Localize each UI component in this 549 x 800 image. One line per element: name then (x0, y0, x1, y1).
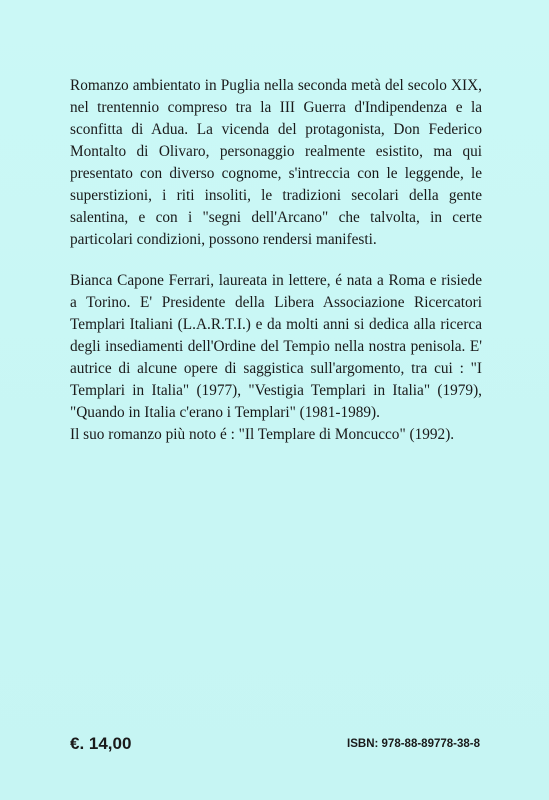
isbn-label: ISBN: 978-88-89778-38-8 (347, 738, 480, 750)
author-bio-paragraph: Bianca Capone Ferrari, laureata in lettere, é nata a Roma e risiede a Torino. E' Presidente della Libera Associazione Ricercatori Templari Italiani (L.A.R.T.I.) e da molti anni si dedica alla ricerca degli insediamenti dell'Ordine del Tempio nella nostra penisola. E' autrice di alcune opere di saggistica sull'argomento, tra cui : "I Templari in Italia" (1977), "Vestigia Templari in Italia" (1979), "Quando in Italia c'erano i Templari" (1981-1989). (70, 272, 482, 421)
synopsis-text-block (70, 75, 482, 251)
price-label: €. 14,00 (70, 734, 132, 753)
author-bio-text-block (70, 270, 482, 446)
synopsis-paragraph: Romanzo ambientato in Puglia nella seconda metà del secolo XIX, nel trentennio compreso tra la III Guerra d'Indipendenza e la sconfitta di Adua. La vicenda del protagonista, Don Federico Montalto di Olivaro, personaggio realmente esistito, ma qui presentato con diverso cognome, s'intreccia con le leggende, le superstizioni, i riti insoliti, le tradizioni secolari della gente salentina, e con i "segni dell'Arcano" che talvolta, in certe particolari condizioni, possono rendersi manifesti. (70, 77, 482, 248)
author-bio-novel-line: Il suo romanzo più noto é : "Il Templare di Moncucco" (1992). (70, 426, 455, 443)
